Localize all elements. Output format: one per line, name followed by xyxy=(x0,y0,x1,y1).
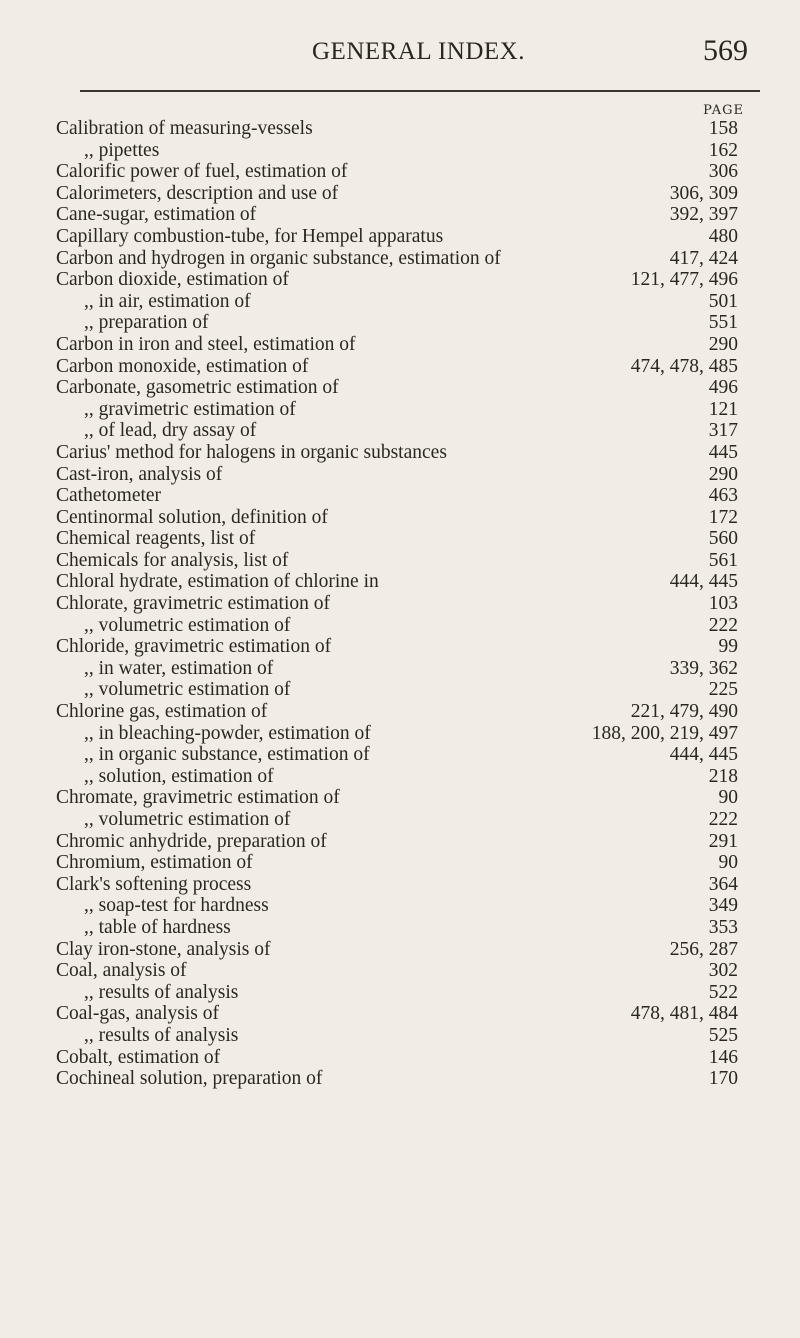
entry-pages: 306 xyxy=(708,161,738,183)
index-entry xyxy=(56,464,738,486)
entry-text: Calibration of measuring-vessels xyxy=(56,118,313,139)
entry-text: Carbon and hydrogen in organic substance, estimation of xyxy=(56,247,501,269)
entry-pages: 172 xyxy=(708,506,738,528)
index-entry xyxy=(56,744,738,766)
entry-pages: 302 xyxy=(708,960,738,982)
entry-pages: 474, 478, 485 xyxy=(630,355,738,377)
index-entry xyxy=(56,917,738,939)
entry-text: ,, volumetric estimation of xyxy=(84,614,291,636)
index-entry xyxy=(56,269,738,291)
entry-text: Cane-sugar, estimation of xyxy=(56,204,257,226)
entry-pages: 444, 445 xyxy=(669,571,738,593)
entry-pages: 445 xyxy=(708,441,738,463)
entry-text: Chlorate, gravimetric estimation of xyxy=(56,593,330,615)
index-entry xyxy=(56,658,738,680)
entry-pages: 121 xyxy=(708,398,738,420)
index-entry xyxy=(56,118,738,140)
entry-pages: 478, 481, 484 xyxy=(630,1003,738,1025)
entry-pages: 99 xyxy=(718,636,738,658)
entry-text: Cochineal solution, preparation of xyxy=(56,1068,323,1090)
entry-text: Chemical reagents, list of xyxy=(56,528,256,550)
entry-text: ,, in water, estimation of xyxy=(84,657,274,679)
index-entry xyxy=(56,507,738,529)
entry-pages: 560 xyxy=(708,528,738,550)
entry-pages: 353 xyxy=(708,916,738,938)
entry-text: Chromic anhydride, preparation of xyxy=(56,830,327,852)
index-entry xyxy=(56,140,738,162)
entry-pages: 392, 397 xyxy=(669,204,738,226)
entry-pages: 162 xyxy=(708,139,738,161)
entry-text: ,, in air, estimation of xyxy=(84,290,251,312)
index-entry xyxy=(56,787,738,809)
entry-text: Cathetometer xyxy=(56,485,162,507)
running-header xyxy=(68,34,748,78)
entry-pages: 188, 200, 219, 497 xyxy=(591,722,738,744)
index-entry xyxy=(56,291,738,313)
index-entry xyxy=(56,679,738,701)
entry-text: Chromium, estimation of xyxy=(56,852,253,874)
entry-pages: 317 xyxy=(708,420,738,442)
entry-text: ,, results of analysis xyxy=(84,981,239,1003)
entry-pages: 146 xyxy=(708,1046,738,1068)
index-entry xyxy=(56,982,738,1004)
entry-text: ,, preparation of xyxy=(84,312,209,334)
entry-pages: 170 xyxy=(708,1068,738,1090)
index-entry xyxy=(56,442,738,464)
index-entry xyxy=(56,183,738,205)
entry-text: ,, table of hardness xyxy=(84,916,231,938)
entry-text: ,, soap-test for hardness xyxy=(84,895,269,917)
entry-text: Carbonate, gasometric estimation of xyxy=(56,377,339,399)
index-entry xyxy=(56,939,738,961)
index-entry xyxy=(56,615,738,637)
index-entry xyxy=(56,550,738,572)
entry-text: Chemicals for analysis, list of xyxy=(56,549,289,571)
entry-text: Coal-gas, analysis of xyxy=(56,1003,220,1025)
entry-text: Cobalt, estimation of xyxy=(56,1046,221,1068)
entry-text: ,, volumetric estimation of xyxy=(84,679,291,701)
index-entry xyxy=(56,831,738,853)
entry-pages: 290 xyxy=(708,333,738,355)
entry-pages: 90 xyxy=(718,787,738,809)
entry-text: Chlorine gas, estimation of xyxy=(56,701,268,723)
index-entry xyxy=(56,874,738,896)
entry-pages: 480 xyxy=(708,225,738,247)
index-entry xyxy=(56,636,738,658)
entry-pages: 121, 477, 496 xyxy=(630,269,738,291)
entry-text: Carbon in iron and steel, estimation of xyxy=(56,333,356,355)
entry-pages: 364 xyxy=(708,873,738,895)
index-entry xyxy=(56,226,738,248)
index-entry xyxy=(56,1003,738,1025)
entry-text: ,, gravimetric estimation of xyxy=(84,398,296,420)
entry-pages: 339, 362 xyxy=(669,657,738,679)
entry-text: Capillary combustion-tube, for Hempel apparatus xyxy=(56,225,444,247)
entry-text: Coal, analysis of xyxy=(56,960,187,982)
entry-text: Calorific power of fuel, estimation of xyxy=(56,161,348,183)
index-entry xyxy=(56,334,738,356)
entry-pages: 221, 479, 490 xyxy=(630,701,738,723)
index-entry xyxy=(56,701,738,723)
entry-text: ,, results of analysis xyxy=(84,1024,239,1046)
header-title: GENERAL INDEX. xyxy=(312,38,525,65)
index-entry xyxy=(56,766,738,788)
entry-pages: 222 xyxy=(708,614,738,636)
entry-pages: 444, 445 xyxy=(669,744,738,766)
index-entry xyxy=(56,809,738,831)
entry-pages: 496 xyxy=(708,377,738,399)
entry-pages: 222 xyxy=(708,809,738,830)
index-entry xyxy=(56,204,738,226)
index-entry xyxy=(56,1047,738,1069)
entry-text: Clark's softening process xyxy=(56,873,252,895)
index-entry xyxy=(56,960,738,982)
index-entry xyxy=(56,161,738,183)
entry-pages: 291 xyxy=(708,830,738,852)
entry-pages: 256, 287 xyxy=(669,938,738,960)
index-entry xyxy=(56,528,738,550)
page-column-label: PAGE xyxy=(703,103,744,118)
index-entry xyxy=(56,312,738,334)
entry-text: ,, of lead, dry assay of xyxy=(84,420,257,442)
index-entry xyxy=(56,895,738,917)
index-entry xyxy=(56,377,738,399)
entry-text: ,, in bleaching-powder, estimation of xyxy=(84,722,371,744)
entry-pages: 306, 309 xyxy=(669,182,738,204)
entry-text: Chromate, gravimetric estimation of xyxy=(56,787,340,809)
index-entry xyxy=(56,356,738,378)
entry-text: Centinormal solution, definition of xyxy=(56,506,328,528)
index-entry xyxy=(56,1068,738,1090)
entry-text: ,, in organic substance, estimation of xyxy=(84,744,370,766)
entry-pages: 90 xyxy=(718,852,738,874)
index-entry xyxy=(56,1025,738,1047)
entry-pages: 561 xyxy=(708,549,738,571)
index-entry xyxy=(56,420,738,442)
entry-text: Clay iron-stone, analysis of xyxy=(56,938,271,960)
entry-pages: 525 xyxy=(708,1024,738,1046)
index-entry xyxy=(56,399,738,421)
entry-pages: 225 xyxy=(708,679,738,701)
entry-text: Carbon monoxide, estimation of xyxy=(56,355,309,377)
entry-text: ,, pipettes xyxy=(84,139,160,161)
entry-text: Carbon dioxide, estimation of xyxy=(56,269,289,291)
index-entry xyxy=(56,852,738,874)
entry-pages: 103 xyxy=(708,593,738,615)
page-number: 569 xyxy=(703,34,748,67)
index-entry xyxy=(56,248,738,270)
entry-pages: 501 xyxy=(708,290,738,312)
entry-pages: 290 xyxy=(708,463,738,485)
entry-pages: 522 xyxy=(708,981,738,1003)
entry-text: Chloral hydrate, estimation of chlorine in xyxy=(56,571,379,593)
entry-text: Chloride, gravimetric estimation of xyxy=(56,636,332,658)
entry-pages: 417, 424 xyxy=(669,247,738,269)
entry-text: Cast-iron, analysis of xyxy=(56,463,223,485)
header-rule xyxy=(80,90,760,92)
entry-pages: 551 xyxy=(708,312,738,334)
entry-text: ,, solution, estimation of xyxy=(84,765,274,787)
entry-pages: 349 xyxy=(708,895,738,917)
index-entries xyxy=(56,118,738,1090)
index-entry xyxy=(56,571,738,593)
entry-pages: 158 xyxy=(708,118,738,139)
entry-text: Calorimeters, description and use of xyxy=(56,182,339,204)
entry-pages: 218 xyxy=(708,765,738,787)
index-entry xyxy=(56,723,738,745)
entry-text: ,, volumetric estimation of xyxy=(84,809,291,830)
entry-text: Carius' method for halogens in organic substances xyxy=(56,441,447,463)
index-entry xyxy=(56,593,738,615)
entry-pages: 463 xyxy=(708,485,738,507)
index-entry xyxy=(56,485,738,507)
